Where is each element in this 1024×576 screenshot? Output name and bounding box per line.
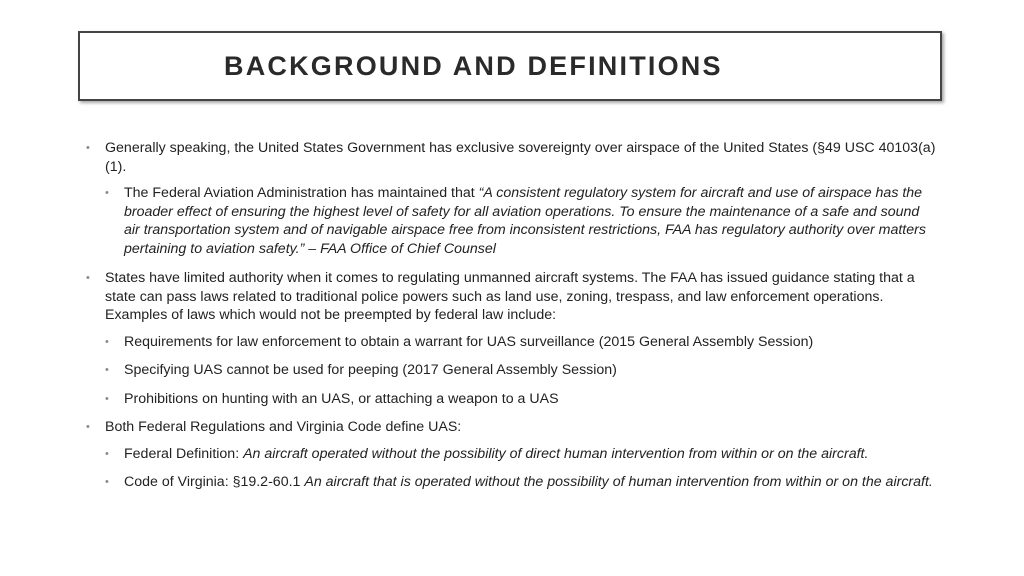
- bullet-icon: •: [105, 447, 109, 460]
- bullet-lead-text: The Federal Aviation Administration has maintained that: [124, 185, 479, 201]
- bullet-text: Requirements for law enforcement to obtain a warrant for UAS surveillance (2015 General Assembly Session): [124, 333, 814, 350]
- bullet-text: Generally speaking, the United States Government has exclusive sovereignty over airspace of the United States (§49 USC 40103(a)(1).: [105, 140, 936, 175]
- sub-bullet-item: [86, 473, 936, 492]
- faa-quote: “A consistent regulatory system for aircraft and use of airspace has the broader effect of ensuring the highest level of safety for all aviation operations. To ensure the maintenance of a safe and sound air transportation system and of navigable airspace free from inconsistent restrictions, FAA has regulatory authority over matters pertaining to aviation safety.” – FAA Office of Chief Counsel: [124, 185, 926, 257]
- bullet-icon: •: [105, 187, 109, 199]
- bullet-text: Prohibitions on hunting with an UAS, or attaching a weapon to a UAS: [124, 390, 559, 407]
- bullet-icon: •: [105, 476, 109, 488]
- bullet-text: Both Federal Regulations and Virginia Code define UAS:: [105, 419, 462, 435]
- bullet-item: [86, 139, 936, 176]
- bullet-icon: •: [105, 364, 109, 376]
- bullet-lead-text: Code of Virginia: §19.2-60.1: [124, 474, 305, 490]
- bullet-icon: •: [105, 335, 109, 348]
- bullet-item: [86, 269, 936, 325]
- sub-bullet-item: [86, 361, 936, 380]
- bullet-item: [86, 418, 936, 437]
- sub-bullet-item: [86, 445, 936, 464]
- bullet-icon: •: [86, 142, 90, 154]
- bullet-text: Specifying UAS cannot be used for peeping (2017 General Assembly Session): [124, 362, 617, 378]
- slide-title: BACKGROUND AND DEFINITIONS: [224, 50, 723, 81]
- bullet-icon: •: [86, 272, 90, 284]
- federal-definition-text: An aircraft operated without the possibility of direct human intervention from within or on the aircraft.: [243, 445, 869, 462]
- virginia-definition-text: An aircraft that is operated without the possibility of human intervention from within or on the aircraft.: [304, 474, 933, 490]
- bullet-icon: •: [86, 421, 90, 433]
- bullet-icon: •: [105, 392, 109, 405]
- sub-bullet-item: [86, 333, 936, 352]
- bullet-text: States have limited authority when it comes to regulating unmanned aircraft systems. The FAA has issued guidance stating that a state can pass laws related to traditional police powers such as land use, zoning, trespass, and law enforcement operations. Examples of laws which would not be preempted by federal law include:: [105, 270, 915, 323]
- bullet-lead-text: Federal Definition:: [124, 445, 244, 462]
- bullet-list: [86, 139, 936, 502]
- sub-bullet-item: [86, 184, 936, 258]
- sub-bullet-item: [86, 390, 936, 409]
- title-box: [78, 31, 942, 101]
